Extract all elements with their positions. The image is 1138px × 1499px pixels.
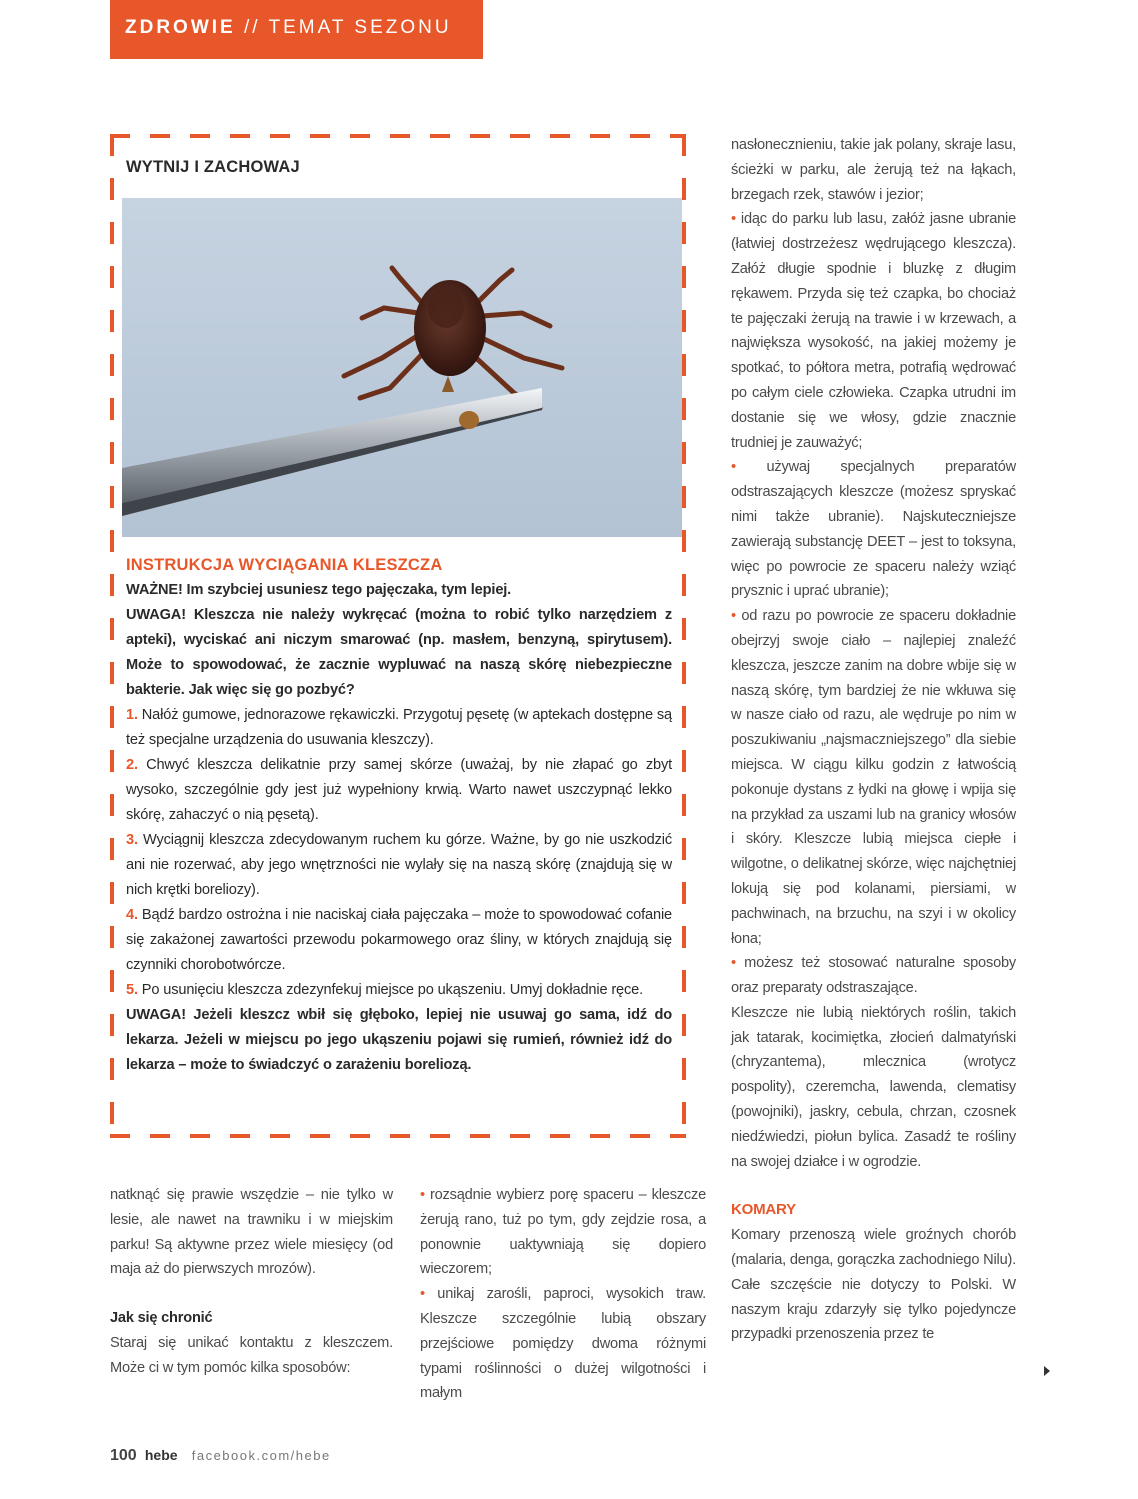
bullet-item: • rozsądnie wybierz porę spaceru – kleszcze żerują rano, tuż po tym, gdy zejdzie rosa, a ponownie uaktywniają się dopiero wieczorem; (420, 1187, 706, 1278)
section-topic: TEMAT SEZONU (268, 17, 452, 38)
step-number: 2. (126, 757, 138, 773)
cutout-box (110, 134, 686, 1138)
step-number: 5. (126, 982, 138, 998)
col3-paragraph-plants: Kleszcze nie lubią niektórych roślin, takich jak tatarak, kocimiętka, złocień dalmatyński (chryzantema), mlecznica (wrotycz pospolity), czeremcha, lawenda, clematisy (powojniki), jaskry, cebula, chrzan, czosnek niedźwiedzi, piołun bylica. Zasadź te rośliny na swojej działce i w ogrodzie. (731, 1004, 1016, 1170)
dashed-border-left (110, 134, 114, 1138)
bullet-item: • unikaj zarośli, paproci, wysokich traw. Kleszcze szczególnie lubią obszary przejściowe pomiędzy dwoma różnymi typami roślinności o dużej wilgotności i małym (420, 1286, 706, 1402)
warning-important: WAŻNE! Im szybciej usuniesz tego pajęczaka, tym lepiej. (126, 582, 512, 598)
brand-logo: hebe (144, 1447, 178, 1463)
step-text: Chwyć kleszcza delikatnie przy samej skórze (uważaj, by nie złapać go zbyt wysoko, szczególnie gdy jest już wypełniony krwią. Warto nawet uszczypnąć lekko skórę, zahaczyć o nią pęsetą). (126, 757, 673, 823)
page-footer (110, 1447, 331, 1465)
subheading-protection: Jak się chronić (110, 1310, 213, 1327)
step-2 (126, 753, 672, 828)
bullet-item: • od razu po powrocie ze spaceru dokładnie obejrzyj swoje ciało – najlepiej znaleźć kleszcza, jeszcze zanim na dobre wbije się w naszą skórę, tym bardziej że nie wkłuwa się w nasze ciało od razu, ale wędruje po nim w poszukiwaniu „najsmaczniejszego” dla siebie miejsca. W ciągu kilku godzin z łatwością pokonuje dystans z łydki na głowę i wpija się na przykład za uszami lub na granicy włosów i skóry. Kleszcze lubią miejsca ciepłe i wilgotne, o delikatnej skórze, więc najchętniej lokują się pod kolanami, piersiami, w pachwinach, na brzuchu, na szyi i w okolicy łona; (731, 608, 1016, 947)
warning-caution: UWAGA! Kleszcza nie należy wykręcać (można to robić tylko narzędziem z apteki), wyciskać ani niczym smarować (np. masłem, benzyną, spirytusem). Może to spowodować, że zacznie wypluwać na naszą skórę niebezpieczne bakterie. Jak więc się go pozbyć? (126, 607, 672, 698)
dashed-border-right (682, 134, 686, 1138)
step-text: Nałóż gumowe, jednorazowe rękawiczki. Przygotuj pęsetę (w aptekach dostępne są też specjalne urządzenia do usuwania kleszczy). (126, 707, 673, 748)
step-5 (126, 978, 672, 1003)
step-text: Wyciągnij kleszcza zdecydowanym ruchem ku górze. Ważne, by go nie uszkodzić ani nie rozerwać, aby jego wnętrzności nie wylały się na naszą skórę (znajdują się w nich krętki boreliozy). (126, 832, 673, 898)
bullet-dot-icon: • (731, 608, 736, 625)
step-4 (126, 903, 672, 978)
bullet-item: • możesz też stosować naturalne sposoby oraz preparaty odstraszające. (731, 955, 1016, 997)
step-number: 3. (126, 832, 138, 848)
mosquitoes-heading: KOMARY (731, 1201, 796, 1219)
section-name: ZDROWIE (125, 17, 236, 38)
warning-final: UWAGA! Jeżeli kleszcz wbił się głęboko, lepiej nie usuwaj go sama, idź do lekarza. Jeżeli w miejscu po jego ukąszeniu pojawi się rumień, również idź do lekarza – może to świadczyć o zarażeniu boreliozą. (126, 1007, 672, 1073)
tick-photo (122, 198, 682, 537)
bullet-item: • używaj specjalnych preparatów odstraszających kleszcze (możesz spryskać nimi także ubranie). Najskuteczniejsze zawierają substancję DEET – jest to toksyna, więc po powrocie ze spaceru należy wziąć prysznic i uprać ubranie); (731, 459, 1017, 600)
bullet-dot-icon: • (731, 955, 736, 972)
col1-paragraph: natknąć się prawie wszędzie – nie tylko w lesie, ale nawet na trawniku i w miejskim parku! Są aktywne przez wiele miesięcy (od maja aż do pierwszych mrozów). (110, 1187, 393, 1278)
bullet-dot-icon: • (731, 459, 736, 476)
step-number: 1. (126, 707, 138, 723)
bullet-dot-icon: • (420, 1286, 425, 1303)
tweezers (122, 388, 542, 503)
step-number: 4. (126, 907, 138, 923)
column-3 (731, 133, 1016, 1347)
column-1 (110, 1183, 393, 1381)
removal-instructions (126, 553, 672, 1078)
column-2 (420, 1183, 706, 1406)
continue-arrow-icon (1044, 1366, 1050, 1376)
col1-paragraph-2: Staraj się unikać kontaktu z kleszczem. Może ci w tym pomóc kilka sposobów: (110, 1334, 393, 1376)
cutout-title: WYTNIJ I ZACHOWAJ (126, 158, 300, 176)
step-text: Bądź bardzo ostrożna i nie naciskaj ciała pajęczaka – może to spowodować cofanie się zakażonej zawartości przewodu pokarmowego oraz śliny, w których znajdują się czynniki chorobotwórcze. (126, 907, 673, 973)
col3-paragraph-mosquitoes: Komary przenoszą wiele groźnych chorób (malaria, denga, gorączka zachodniego Nilu). Całe szczęście nie dotyczy to Polski. W naszym kraju zdarzyły się tylko pojedyncze przypadki przenoszenia przez te (731, 1227, 1016, 1343)
col3-paragraph: nasłonecznieniu, takie jak polany, skraje lasu, ścieżki w parku, ale żerują też na łąkach, brzegach rzek, stawów i jezior; (731, 137, 1016, 203)
step-3 (126, 828, 672, 903)
bullet-item: • idąc do parku lub lasu, załóż jasne ubranie (łatwiej dostrzeżesz wędrującego kleszcza). Załóż długie spodnie i bluzkę z długim rękawem. Przyda się też czapka, bo chociaż te pajęczaki żerują na trawie i w krzewach, a największa wysokość, na jakiej możemy je spotkać, to półtora metra, potrafią wędrować po całym ciele człowieka. Czapka utrudni im dostanie się we włosy, gdzie znacznie trudniej je zauważyć; (731, 211, 1016, 451)
dashed-border-bottom (110, 1134, 686, 1138)
page-number: 100 (110, 1447, 137, 1464)
step-1 (126, 703, 672, 753)
section-tab (110, 0, 483, 59)
section-separator: // (244, 17, 261, 38)
bullet-dot-icon: • (420, 1187, 425, 1203)
instructions-heading: INSTRUKCJA WYCIĄGANIA KLESZCZA (126, 556, 443, 574)
bullet-dot-icon: • (731, 211, 736, 228)
tick-on-tweezers-illustration (122, 198, 682, 537)
footer-url: facebook.com/hebe (191, 1448, 331, 1463)
dashed-border-top (110, 134, 686, 138)
step-text: Po usunięciu kleszcza zdezynfekuj miejsce po ukąszeniu. Umyj dokładnie ręce. (141, 982, 644, 998)
